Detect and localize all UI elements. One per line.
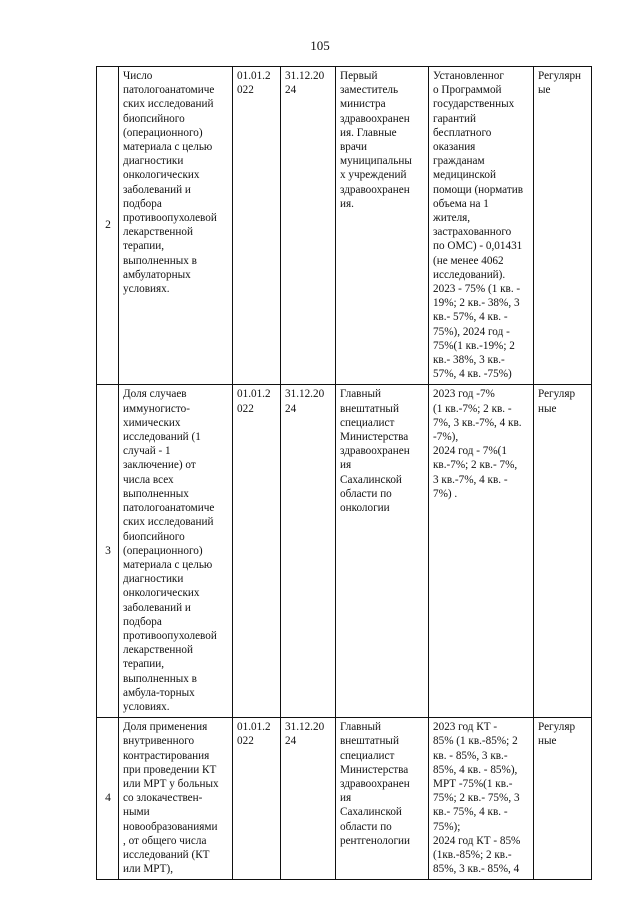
end-date-cell: 31.12.20 24 <box>281 718 336 880</box>
table-row <box>97 67 592 385</box>
periodicity-cell: Регуляр ные <box>534 718 592 880</box>
program-indicators-table <box>96 66 592 880</box>
table-row <box>97 718 592 880</box>
row-number: 3 <box>97 385 119 718</box>
indicator-cell: Доля применения внутривенного контрастирования при проведении КТ или МРТ у больных со злокачествен- ными новообразованиями , от общего числа исследований (КТ или МРТ), <box>119 718 233 880</box>
responsible-cell: Первый заместитель министра здравоохранен ия. Главные врачи муниципальны х учреждений здравоохранен ия. <box>336 67 429 385</box>
periodicity-cell: Регулярн ые <box>534 67 592 385</box>
target-value-cell: 2023 год -7% (1 кв.-7%; 2 кв. - 7%, 3 кв.-7%, 4 кв. -7%), 2024 год - 7%(1 кв.-7%; 2 кв.- 7%, 3 кв.-7%, 4 кв. - 7%) . <box>429 385 534 718</box>
page-number: 105 <box>310 38 330 53</box>
indicator-cell: Число патологоанатомиче ских исследований биопсийного (операционного) материала с целью диагностики онкологических заболеваний и подбора противоопухолевой лекарственной терапии, выполненных в амбулаторных условиях. <box>119 67 233 385</box>
row-number: 4 <box>97 718 119 880</box>
target-value-cell: Установленног о Программой государственных гарантий бесплатного оказания гражданам медицинской помощи (норматив объема на 1 жителя, застрахованного по ОМС) - 0,01431 (не менее 4062 исследований). 2023 - 75% (1 кв. - 19%; 2 кв.- 38%, 3 кв.- 57%, 4 кв. - 75%), 2024 год - 75%(1 кв.-19%; 2 кв.- 38%, 3 кв.- 57%, 4 кв. -75%) <box>429 67 534 385</box>
start-date-cell: 01.01.2 022 <box>233 385 281 718</box>
target-value-cell: 2023 год КТ - 85% (1 кв.-85%; 2 кв. - 85%, 3 кв.- 85%, 4 кв. - 85%), МРТ -75%(1 кв.- 75%; 2 кв.- 75%, 3 кв.- 75%, 4 кв. - 75%); 2024 год КТ - 85% (1кв.-85%; 2 кв.- 85%, 3 кв.- 85%, 4 <box>429 718 534 880</box>
periodicity-cell: Регуляр ные <box>534 385 592 718</box>
start-date-cell: 01.01.2 022 <box>233 67 281 385</box>
indicator-cell: Доля случаев иммуногисто- химических исследований (1 случай - 1 заключение) от числа всех выполненных патологоанатомиче ских исследований биопсийного (операционного) материала с целью диагностики онкологических заболеваний и подбора противоопухолевой лекарственной терапии, выполненных в амбула-торных условиях. <box>119 385 233 718</box>
start-date-cell: 01.01.2 022 <box>233 718 281 880</box>
end-date-cell: 31.12.20 24 <box>281 67 336 385</box>
row-number: 2 <box>97 67 119 385</box>
end-date-cell: 31.12.20 24 <box>281 385 336 718</box>
table-row <box>97 385 592 718</box>
responsible-cell: Главный внештатный специалист Министерства здравоохранен ия Сахалинской области по онкологии <box>336 385 429 718</box>
responsible-cell: Главный внештатный специалист Министерства здравоохранен ия Сахалинской области по рентгенологии <box>336 718 429 880</box>
